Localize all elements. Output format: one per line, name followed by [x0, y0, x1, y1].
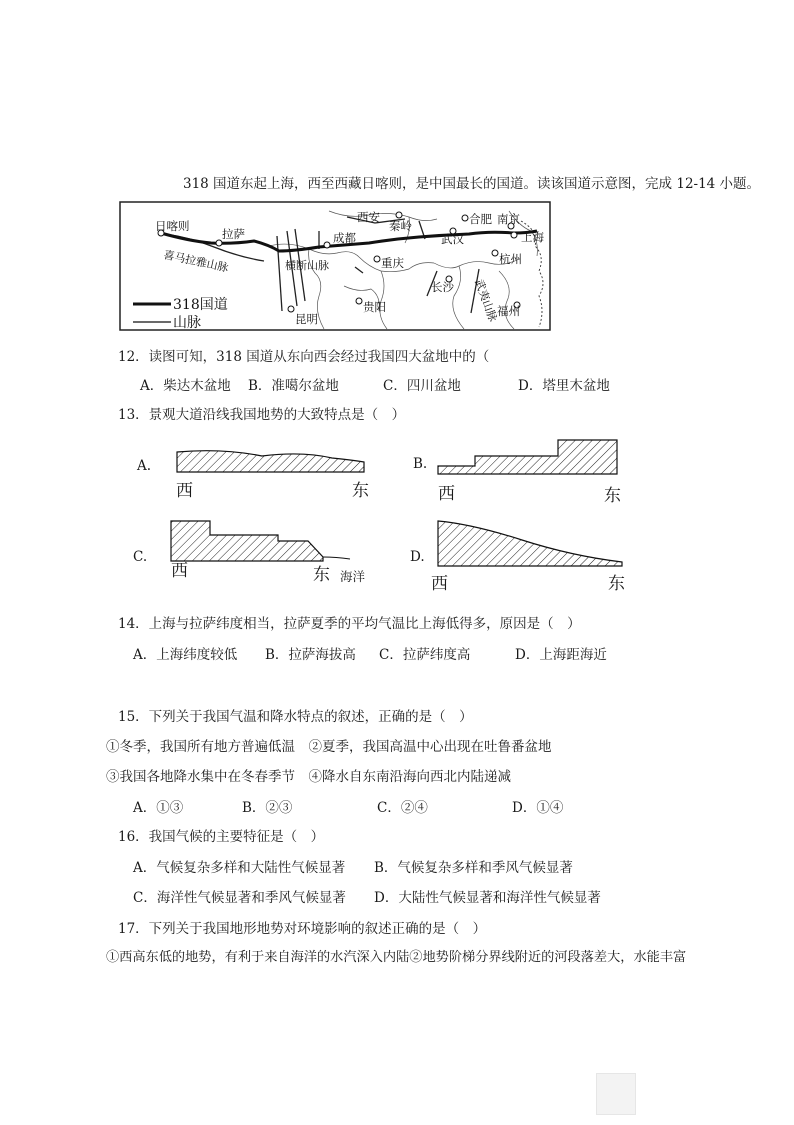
city-label: 重庆 — [381, 256, 404, 270]
q13-label-c[interactable]: C. — [133, 549, 148, 565]
q14-option-b[interactable]: B．拉萨海拔高 — [265, 647, 356, 663]
mountain-label: 喜马拉雅山脉 — [162, 248, 230, 275]
city-label: 贵阳 — [363, 300, 386, 314]
city-label: 杭州 — [499, 252, 522, 266]
q16-option-a[interactable]: A．气候复杂多样和大陆性气候显著 — [133, 860, 346, 876]
q17-statement-line-1: ①西高东低的地势，有利于来自海洋的水汽深入内陆②地势阶梯分界线附近的河段落差大，水能丰富 — [106, 950, 687, 965]
legend-range: 山脉 — [173, 315, 201, 331]
profile-b-west-label: 西 — [438, 484, 455, 504]
terrain-profile-a — [172, 446, 370, 476]
q12-option-b[interactable]: B．准噶尔盆地 — [248, 378, 339, 394]
profile-d-west-label: 西 — [431, 574, 448, 594]
profile-d-east-label: 东 — [608, 574, 625, 594]
q16-option-c[interactable]: C．海洋性气候显著和季风气候显著 — [133, 890, 346, 906]
q13-label-a[interactable]: A. — [137, 458, 152, 474]
q15-statement-line-1: ①冬季，我国所有地方普遍低温 ②夏季，我国高温中心出现在吐鲁番盆地 — [106, 739, 552, 755]
q14-option-a[interactable]: A．上海纬度较低 — [133, 647, 238, 663]
national-road-318-map — [119, 201, 551, 331]
profile-c-ocean-label: 海洋 — [340, 569, 366, 584]
q12-option-a[interactable]: A．柴达木盆地 — [140, 378, 231, 394]
city-label: 长沙 — [431, 280, 454, 294]
city-label: 日喀则 — [155, 219, 190, 233]
profile-a-east-label: 东 — [352, 481, 369, 501]
legend-road: 318国道 — [173, 297, 228, 313]
q14-option-c[interactable]: C．拉萨纬度高 — [379, 647, 471, 663]
mountain-label: 武夷山脉 — [472, 277, 500, 324]
q16-option-b[interactable]: B．气候复杂多样和季风气候显著 — [374, 860, 573, 876]
city-label: 成都 — [333, 231, 356, 245]
question-14-stem: 14．上海与拉萨纬度相当，拉萨夏季的平均气温比上海低得多，原因是（ ） — [118, 616, 581, 632]
city-label: 福州 — [497, 304, 520, 318]
question-13-stem: 13．景观大道沿线我国地势的大致特点是（ ） — [118, 407, 406, 423]
terrain-profile-b — [435, 436, 621, 478]
city-label: 拉萨 — [222, 227, 245, 241]
q13-label-d[interactable]: D. — [410, 549, 425, 565]
q13-label-b[interactable]: B. — [413, 456, 428, 472]
q15-option-a[interactable]: A．①③ — [133, 800, 184, 816]
city-label: 昆明 — [295, 312, 318, 326]
q12-option-d[interactable]: D．塔里木盆地 — [518, 378, 610, 394]
question-17-stem: 17．下列关于我国地形地势对环境影响的叙述正确的是（ ） — [118, 921, 487, 937]
profile-b-east-label: 东 — [604, 486, 621, 506]
profile-c-west-label: 西 — [171, 561, 188, 581]
q15-statement-line-2: ③我国各地降水集中在冬春季节 ④降水自东南沿海向西北内陆递减 — [106, 769, 511, 785]
terrain-profile-c — [168, 517, 354, 565]
city-label: 秦岭 — [389, 219, 412, 233]
terrain-profile-d — [432, 518, 628, 570]
profile-c-east-label: 东 — [313, 565, 330, 585]
profile-a-west-label: 西 — [176, 481, 193, 501]
q15-option-b[interactable]: B．②③ — [242, 800, 293, 816]
city-label: 南京 — [497, 212, 520, 226]
q14-option-d[interactable]: D．上海距海近 — [515, 647, 607, 663]
q15-option-d[interactable]: D．①④ — [512, 800, 564, 816]
question-16-stem: 16．我国气候的主要特征是（ ） — [118, 829, 325, 845]
q15-option-c[interactable]: C．②④ — [377, 800, 428, 816]
intro-text: 318 国道东起上海，西至西藏日喀则，是中国最长的国道。读该国道示意图，完成 12-14 小题。 — [183, 176, 761, 192]
question-12-stem: 12．读图可知，318 国道从东向西会经过我国四大盆地中的（ — [118, 349, 490, 365]
q16-option-d[interactable]: D．大陆性气候显著和海洋性气候显著 — [374, 890, 601, 906]
scan-mark — [596, 1073, 636, 1115]
city-label: 西安 — [357, 210, 380, 224]
city-label: 上海 — [521, 230, 544, 244]
question-15-stem: 15．下列关于我国气温和降水特点的叙述，正确的是（ ） — [118, 709, 473, 725]
city-label: 合肥 — [469, 212, 492, 226]
city-label: 武汉 — [441, 232, 464, 246]
q12-option-c[interactable]: C．四川盆地 — [383, 378, 461, 394]
mountain-label: 横断山脉 — [285, 259, 329, 272]
